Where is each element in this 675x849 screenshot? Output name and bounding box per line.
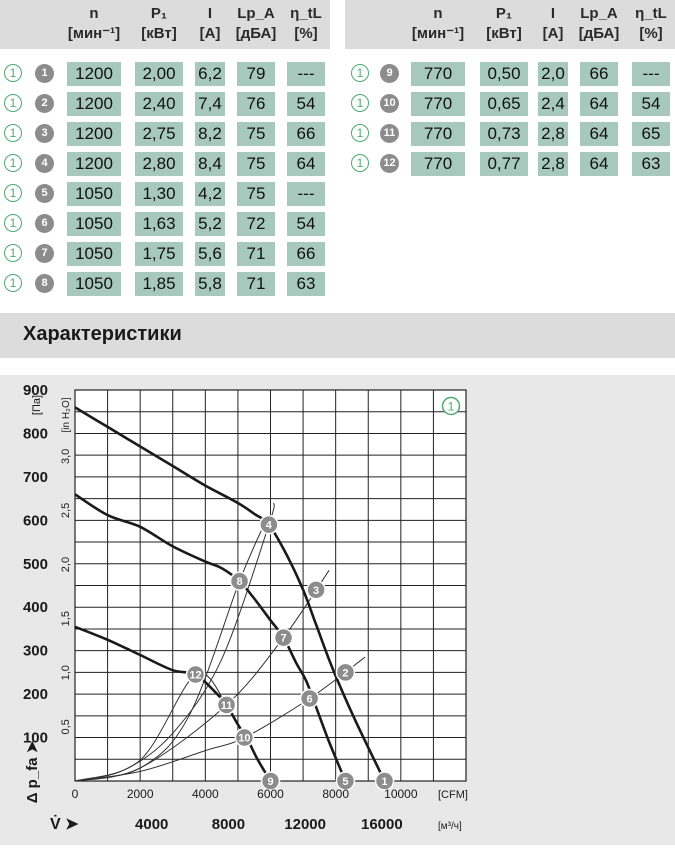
- table-row: [0, 92, 675, 116]
- x-unit-cfm: [CFM]: [438, 789, 468, 801]
- chart-group-badge: [443, 398, 460, 415]
- header-symbol: P₁: [150, 5, 168, 22]
- chart-group-label: 1: [447, 399, 455, 414]
- operating-point-10: [235, 729, 253, 747]
- operating-point-label: 3: [313, 584, 320, 597]
- x-tick-label-cfm: 8000: [322, 787, 350, 801]
- cell-n: 1200: [67, 152, 121, 176]
- cell-eta: 64: [287, 152, 325, 176]
- x-unit-m3h: [м³/ч]: [438, 821, 462, 832]
- table-row: [0, 152, 675, 176]
- table-row: [0, 212, 675, 236]
- header-i-right: [532, 4, 574, 43]
- operating-point-label: 1: [381, 776, 388, 788]
- cell-eta: 63: [287, 272, 325, 296]
- group-badge: 1: [351, 124, 369, 142]
- table-row: [0, 122, 675, 146]
- cell-p1: 1,75: [135, 242, 183, 266]
- operating-point-label: 7: [280, 632, 287, 645]
- y2-tick-label: 3,0: [60, 448, 72, 465]
- cell-eta: 54: [287, 92, 325, 116]
- x-axis-label: V̇ ➤: [50, 816, 79, 833]
- table-row: [0, 182, 675, 206]
- curve-id-badge: 2: [35, 94, 54, 113]
- cell-eta: 63: [632, 152, 670, 176]
- header-unit: [кВт]: [486, 25, 522, 42]
- curve-id-badge: 11: [380, 124, 399, 143]
- cell-eta: 66: [287, 242, 325, 266]
- curve-id-badge: 5: [35, 184, 54, 203]
- cell-lpa: 64: [580, 92, 618, 116]
- header-unit: [дБА]: [235, 25, 277, 42]
- cell-n: 1200: [67, 122, 121, 146]
- x-tick-label-cfm: 10000: [384, 787, 418, 801]
- cell-p1: 1,85: [135, 272, 183, 296]
- cell-n: 770: [411, 62, 465, 86]
- cell-n: 1050: [67, 242, 121, 266]
- table-row: [0, 62, 675, 86]
- x-tick-label-cfm: 0: [71, 787, 79, 801]
- curve-id-badge: 4: [35, 154, 54, 173]
- x-tick-label-m3h: 16000: [360, 816, 403, 833]
- curve-id-badge: 10: [380, 94, 399, 113]
- header-unit: [кВт]: [141, 25, 177, 42]
- y2-tick-label: 2,5: [60, 502, 72, 519]
- cell-i: 5,2: [195, 212, 225, 236]
- operating-point-2: [336, 663, 354, 681]
- operating-point-label: 12: [189, 669, 202, 682]
- group-badge: 1: [4, 274, 22, 292]
- cell-p1: 0,77: [480, 152, 528, 176]
- performance-chart: [0, 375, 675, 845]
- header-symbol: n: [433, 5, 443, 22]
- y-tick-label: 200: [22, 686, 48, 704]
- group-badge: 1: [351, 64, 369, 82]
- y2-tick-label: 1,0: [60, 665, 72, 681]
- x-tick-label-m3h: 4000: [135, 816, 169, 833]
- header-symbol: I: [207, 5, 213, 22]
- cell-lpa: 76: [237, 92, 275, 116]
- header-unit: [A]: [199, 25, 221, 42]
- group-badge: 1: [4, 94, 22, 112]
- cell-n: 1050: [67, 182, 121, 206]
- cell-i: 5,6: [195, 242, 225, 266]
- cell-n: 770: [411, 152, 465, 176]
- operating-point-6: [301, 689, 319, 707]
- header-symbol: η_tL: [635, 5, 667, 22]
- cell-lpa: 64: [580, 152, 618, 176]
- table-row: [0, 242, 675, 266]
- y-unit: [Па]: [31, 394, 43, 416]
- cell-n: 1200: [67, 92, 121, 116]
- cell-lpa: 72: [237, 212, 275, 236]
- cell-p1: 0,65: [480, 92, 528, 116]
- y-tick-label: 900: [22, 382, 48, 399]
- group-badge: 1: [4, 244, 22, 262]
- header-symbol: Lp_A: [237, 5, 275, 22]
- table-row: [0, 272, 675, 296]
- header-lpa-right: [574, 4, 624, 43]
- group-badge: 1: [4, 214, 22, 232]
- cell-p1: 2,75: [135, 122, 183, 146]
- cell-lpa: 64: [580, 122, 618, 146]
- cell-eta: ---: [287, 62, 325, 86]
- cell-i: 2,0: [538, 62, 568, 86]
- group-badge: 1: [4, 154, 22, 172]
- header-symbol: P₁: [495, 5, 513, 22]
- header-eta-right: [626, 4, 675, 43]
- cell-n: 1200: [67, 62, 121, 86]
- y2-tick-label: 0,5: [60, 719, 72, 735]
- header-unit: [%]: [639, 25, 663, 42]
- operating-point-label: 6: [306, 693, 313, 706]
- group-badge: 1: [4, 124, 22, 142]
- operating-point-7: [275, 629, 293, 647]
- operating-point-8: [231, 572, 249, 590]
- header-n-left: [61, 4, 127, 43]
- cell-i: 4,2: [195, 182, 225, 206]
- header-symbol: I: [550, 5, 556, 22]
- header-unit: [дБА]: [578, 25, 620, 42]
- cell-lpa: 66: [580, 62, 618, 86]
- cell-lpa: 75: [237, 122, 275, 146]
- operating-point-label: 11: [220, 699, 233, 712]
- header-unit: [%]: [294, 25, 318, 42]
- cell-eta: 54: [287, 212, 325, 236]
- header-p1-left: [129, 4, 189, 43]
- cell-i: 7,4: [195, 92, 225, 116]
- operating-point-11: [218, 696, 236, 714]
- cell-lpa: 79: [237, 62, 275, 86]
- cell-i: 8,4: [195, 152, 225, 176]
- cell-p1: 0,50: [480, 62, 528, 86]
- y-tick-label: 600: [22, 512, 48, 530]
- operating-point-label: 8: [236, 576, 243, 589]
- header-unit: [мин⁻¹]: [411, 25, 465, 42]
- cell-p1: 1,30: [135, 182, 183, 206]
- header-unit: [мин⁻¹]: [67, 25, 121, 42]
- operating-point-label: 2: [342, 667, 349, 680]
- operating-point-label: 9: [267, 776, 274, 788]
- section-title: Характеристики: [23, 323, 182, 345]
- header-i-left: [189, 4, 231, 43]
- cell-lpa: 75: [237, 182, 275, 206]
- y-tick-label: 400: [22, 599, 48, 617]
- cell-lpa: 71: [237, 272, 275, 296]
- cell-p1: 2,80: [135, 152, 183, 176]
- curve-id-badge: 7: [35, 244, 54, 263]
- header-n-right: [405, 4, 471, 43]
- header-lpa-left: [231, 4, 281, 43]
- y-tick-label: 500: [22, 555, 48, 573]
- cell-i: 2,4: [538, 92, 568, 116]
- curve-id-badge: 12: [380, 154, 399, 173]
- curve-id-badge: 8: [35, 274, 54, 293]
- y-tick-label: 100: [22, 729, 48, 747]
- cell-lpa: 75: [237, 152, 275, 176]
- cell-i: 5,8: [195, 272, 225, 296]
- header-symbol: η_tL: [290, 5, 322, 22]
- header-unit: [A]: [542, 25, 564, 42]
- operating-point-3: [307, 581, 325, 599]
- x-tick-label-m3h: 12000: [284, 816, 326, 833]
- group-badge: 1: [4, 184, 22, 202]
- cell-eta: ---: [287, 182, 325, 206]
- cell-eta: 65: [632, 122, 670, 146]
- group-badge: 1: [351, 94, 369, 112]
- cell-eta: 54: [632, 92, 670, 116]
- cell-i: 6,2: [195, 62, 225, 86]
- header-p1-right: [474, 4, 534, 43]
- curve-id-badge: 9: [380, 64, 399, 83]
- operating-point-label: 10: [238, 732, 251, 745]
- operating-point-label: 5: [342, 776, 349, 788]
- y2-tick-label: 2,0: [60, 556, 72, 573]
- header-symbol: Lp_A: [580, 5, 618, 22]
- y-tick-label: 800: [22, 425, 48, 443]
- cell-p1: 1,63: [135, 212, 183, 236]
- cell-n: 770: [411, 92, 465, 116]
- y-tick-label: 300: [22, 642, 48, 660]
- cell-eta: 66: [287, 122, 325, 146]
- cell-i: 8,2: [195, 122, 225, 146]
- y2-unit: [in H₂O]: [61, 397, 72, 433]
- section-title-bar: [0, 313, 675, 358]
- cell-p1: 2,00: [135, 62, 183, 86]
- cell-n: 1050: [67, 212, 121, 236]
- operating-point-label: 4: [265, 519, 272, 532]
- cell-n: 770: [411, 122, 465, 146]
- y-axis-label: Δ p_fa ➤: [24, 740, 41, 804]
- curve-id-badge: 3: [35, 124, 54, 143]
- y-tick-label: 700: [22, 468, 48, 486]
- cell-i: 2,8: [538, 122, 568, 146]
- operating-point-4: [260, 516, 278, 534]
- group-badge: 1: [4, 64, 22, 82]
- header-eta-left: [281, 4, 331, 43]
- curve-id-badge: 1: [35, 64, 54, 83]
- operating-point-12: [187, 666, 205, 684]
- cell-p1: 0,73: [480, 122, 528, 146]
- cell-p1: 2,40: [135, 92, 183, 116]
- x-tick-label-cfm: 2000: [126, 787, 154, 801]
- header-symbol: n: [89, 5, 99, 22]
- cell-i: 2,8: [538, 152, 568, 176]
- cell-eta: ---: [632, 62, 670, 86]
- x-tick-label-m3h: 8000: [211, 816, 246, 833]
- y2-tick-label: 1,5: [60, 611, 72, 627]
- cell-n: 1050: [67, 272, 121, 296]
- group-badge: 1: [351, 154, 369, 172]
- curve-id-badge: 6: [35, 214, 54, 233]
- x-tick-label-cfm: 4000: [191, 787, 219, 801]
- cell-lpa: 71: [237, 242, 275, 266]
- x-tick-label-cfm: 6000: [257, 787, 284, 801]
